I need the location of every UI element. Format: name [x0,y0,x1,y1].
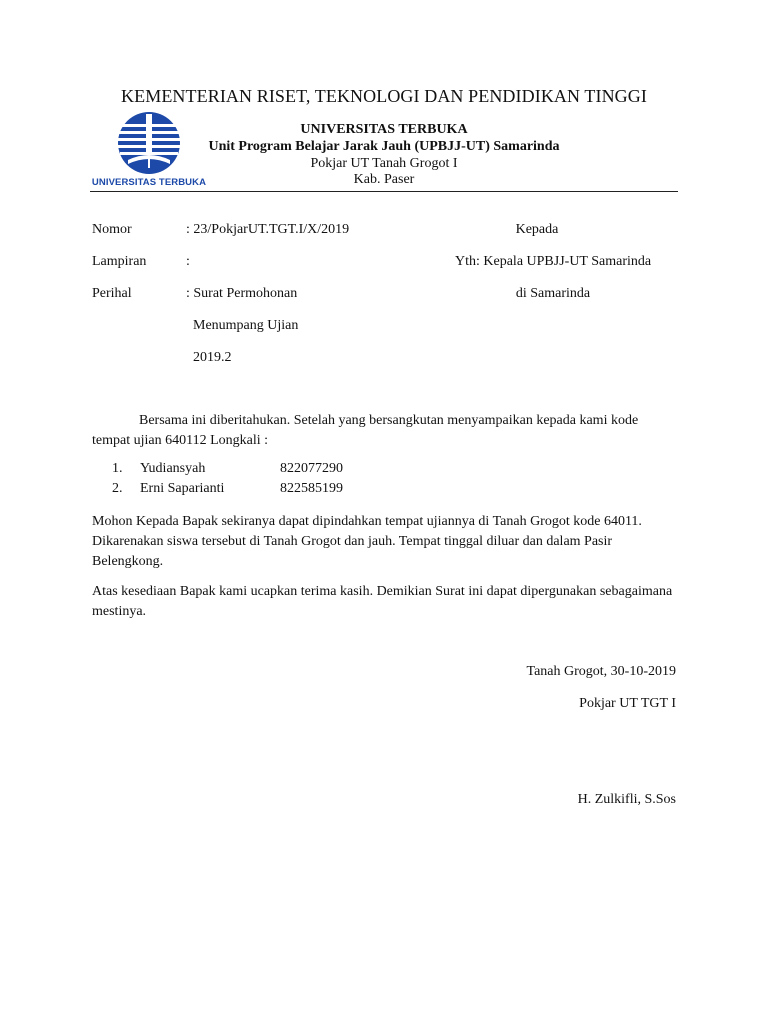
ministry-title: KEMENTERIAN RISET, TEKNOLOGI DAN PENDIDIKAN TINGGI [121,86,647,106]
list-item-name: Erni Saparianti [140,481,225,496]
signatory-name: H. Zulkifli, S.Sos [577,792,676,807]
list-item-name: Yudiansyah [140,461,206,476]
perihal-value: : Surat Permohonan [186,286,298,301]
lampiran-label: Lampiran [92,254,147,269]
list-item-id: 822585199 [280,481,343,496]
request-paragraph: Mohon Kepada Bapak sekiranya dapat dipindahkan tempat ujiannya di Tanah Grogot kode 64011. Dikarenakan siswa tersebut di Tanah Grogot dan jauh. Tempat tinggal diluar dan dalam Pasir Belengkong. [92,514,642,569]
pokjar-name: Pokjar UT Tanah Grogot I [310,156,458,171]
unit-name: Unit Program Belajar Jarak Jauh (UPBJJ-UT) Samarinda [208,139,560,154]
perihal-line-2: Menumpang Ujian [193,318,299,333]
perihal-label: Perihal [92,286,132,301]
perihal-line-3: 2019.2 [193,350,232,365]
logo-caption: UNIVERSITAS TERBUKA [91,177,207,188]
university-name: UNIVERSITAS TERBUKA [300,122,468,137]
kabupaten-name: Kab. Paser [353,172,415,187]
nomor-value: : 23/PokjarUT.TGT.I/X/2019 [186,222,350,237]
lampiran-value: : [186,254,190,269]
intro-paragraph: Bersama ini diberitahukan. Setelah yang bersangkutan menyampaikan kepada kami kode tempat ujian 640112 Longkali : [92,413,639,448]
signatory-office: Pokjar UT TGT I [579,696,676,711]
recipient-kepada: Kepada [515,222,559,237]
recipient-yth: Yth: Kepala UPBJJ-UT Samarinda [455,254,652,269]
place-date: Tanah Grogot, 30-10-2019 [526,664,676,679]
nomor-label: Nomor [92,222,132,237]
header-divider [90,191,678,192]
closing-paragraph: Atas kesediaan Bapak kami ucapkan terima kasih. Demikian Surat ini dapat dipergunakan sebagaimana mestinya. [92,584,673,619]
list-item-number: 2. [112,481,123,496]
recipient-di: di Samarinda [515,286,591,301]
list-item-number: 1. [112,461,123,476]
list-item-id: 822077290 [280,461,343,476]
